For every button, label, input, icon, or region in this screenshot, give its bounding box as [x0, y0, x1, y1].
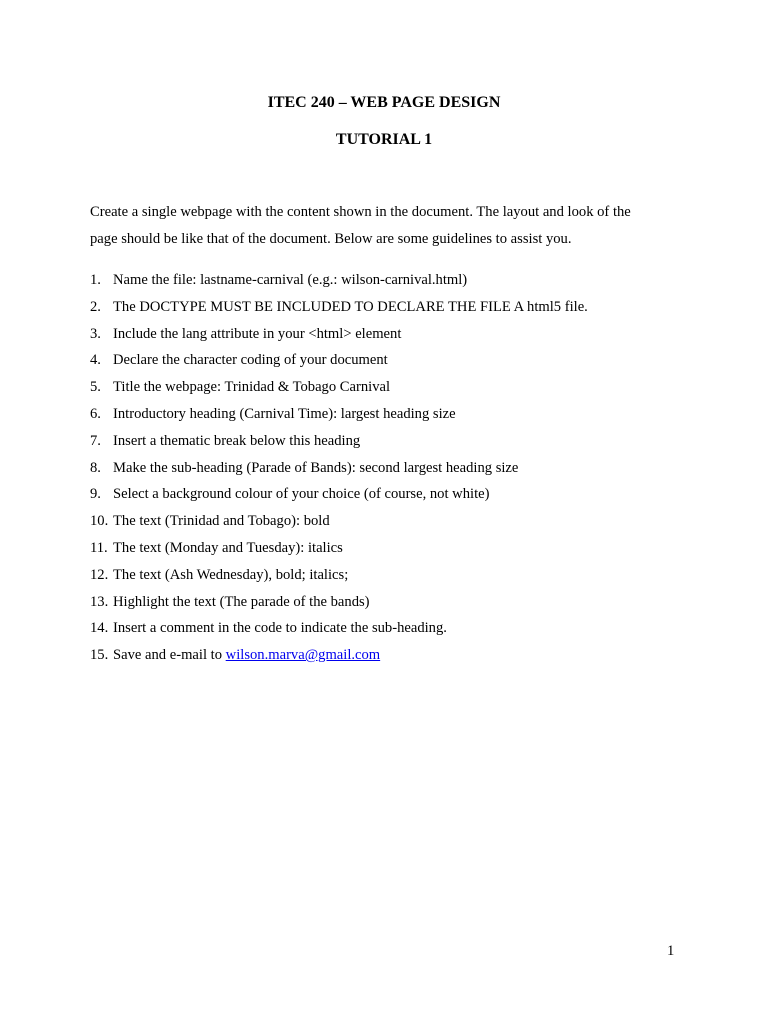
intro-line-1: Create a single webpage with the content shown in the document. The layout and look of the	[90, 204, 631, 220]
course-title: ITEC 240 – WEB PAGE DESIGN	[267, 94, 501, 111]
list-item-text: Introductory heading (Carnival Time): largest heading size	[113, 405, 456, 422]
list-item-number: 14.	[90, 620, 109, 637]
list-item-number: 1.	[90, 272, 101, 288]
list-item-number: 7.	[90, 432, 101, 449]
list-item	[90, 645, 710, 672]
list-item-text: Select a background colour of your choice (of course, not white)	[113, 486, 490, 503]
list-item	[90, 431, 710, 458]
list-item	[90, 511, 710, 538]
list-item-number: 12.	[90, 566, 109, 583]
list-item-number: 9.	[90, 486, 101, 503]
email-link[interactable]: wilson.marva@gmail.com	[225, 647, 381, 664]
list-item-text: Insert a comment in the code to indicate the sub-heading.	[113, 620, 447, 637]
list-item-number: 2.	[90, 298, 101, 315]
list-item-number: 13.	[90, 593, 109, 610]
list-item-text: Save and e-mail to	[113, 647, 226, 664]
list-item	[90, 350, 710, 377]
guidelines-list	[90, 270, 710, 672]
list-item-text: The text (Monday and Tuesday): italics	[113, 539, 343, 556]
list-item	[90, 404, 710, 431]
list-item-text: The text (Ash Wednesday), bold; italics;	[113, 566, 349, 583]
list-item	[90, 297, 710, 324]
intro-paragraph	[90, 199, 690, 253]
list-item-text: Make the sub-heading (Parade of Bands): second largest heading size	[113, 459, 519, 476]
list-item	[90, 458, 710, 485]
list-item	[90, 484, 710, 511]
page-number: 1	[667, 943, 675, 959]
list-item	[90, 377, 710, 404]
list-item-text: Declare the character coding of your document	[113, 352, 388, 369]
list-item	[90, 565, 710, 592]
list-item-number: 15.	[90, 647, 109, 664]
list-item-text: The text (Trinidad and Tobago): bold	[113, 513, 330, 530]
list-item-text: The DOCTYPE MUST BE INCLUDED TO DECLARE THE FILE A html5 file.	[113, 298, 588, 315]
list-item	[90, 270, 710, 297]
list-item	[90, 538, 710, 565]
list-item-number: 11.	[90, 539, 108, 556]
list-item	[90, 324, 710, 351]
list-item-text: Insert a thematic break below this heading	[113, 432, 361, 449]
list-item-number: 10.	[90, 513, 109, 530]
tutorial-title: TUTORIAL 1	[335, 131, 433, 148]
list-item-number: 3.	[90, 325, 101, 342]
list-item	[90, 618, 710, 645]
list-item-text: Name the file: lastname-carnival (e.g.: wilson-carnival.html)	[113, 272, 468, 288]
list-item-number: 5.	[90, 379, 101, 396]
list-item-text: Title the webpage: Trinidad & Tobago Carnival	[113, 379, 391, 396]
list-item-text: Include the lang attribute in your <html> element	[113, 325, 402, 342]
list-item-number: 4.	[90, 352, 101, 369]
intro-line-2: page should be like that of the document. Below are some guidelines to assist you.	[90, 231, 572, 247]
list-item-number: 6.	[90, 405, 101, 422]
list-item-text: Highlight the text (The parade of the bands)	[113, 593, 370, 610]
list-item-number: 8.	[90, 459, 101, 476]
list-item	[90, 592, 710, 619]
